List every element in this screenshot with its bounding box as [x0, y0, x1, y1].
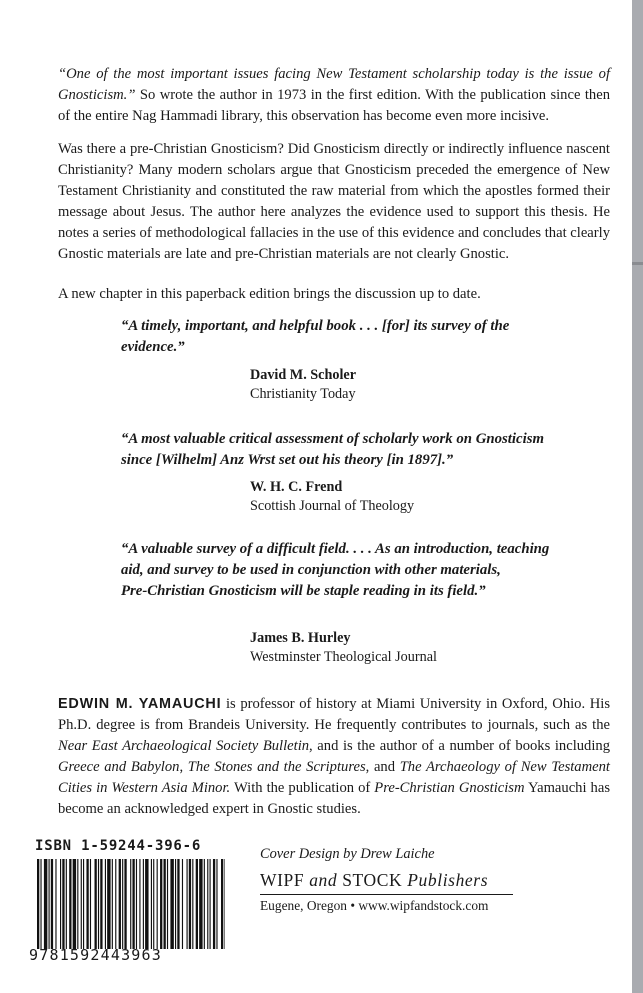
barcode-bar [81, 859, 82, 949]
barcode-bar [44, 859, 47, 949]
barcode-bar [90, 859, 91, 949]
barcode-bar [213, 859, 215, 949]
barcode-bar [182, 859, 183, 949]
barcode-bar [77, 859, 78, 949]
barcode-bar [204, 859, 205, 949]
publisher-credits [260, 844, 560, 916]
barcode-bar [157, 859, 158, 949]
summary-paragraph: Was there a pre-Christian Gnosticism? Did Gnosticism directly or indirectly influence nascent Christianity? Many modern scholars argue that Gnosticism preceded the emergence of New Testament Christianity and constituted the raw material from which the apostles formed their message about Jesus. The author here analyzes the evidence used to support this thesis. He notes a series of methodological fallacies in the use of this evidence and concludes that clearly Gnostic materials are late and pre-Christian materials are not clearly Gnostic. [58, 141, 610, 262]
barcode-bar [207, 859, 208, 949]
barcode-bar [192, 859, 193, 949]
bio-title: The Archaeology of New Testament Cities in Western Asia Minor. [58, 759, 610, 796]
barcode-bar [115, 859, 116, 949]
bio-title: The Stones and the Scriptures [187, 759, 366, 775]
barcode-bar [73, 859, 76, 949]
endorser-source: Christianity Today [250, 386, 356, 402]
barcode-bar [95, 859, 97, 949]
barcode-bar [86, 859, 88, 949]
barcode-bar [60, 859, 61, 949]
endorsement-attribution [250, 629, 437, 667]
bio-text: , and [365, 759, 400, 775]
barcode-bar [177, 859, 179, 949]
publisher-word: and [304, 870, 343, 890]
new-chapter-note: A new chapter in this paperback edition brings the discussion up to date. [58, 286, 481, 302]
bio-title: Near East Archaeological Society Bulletin [58, 738, 310, 754]
barcode-bar [167, 859, 168, 949]
barcode-bar [62, 859, 64, 949]
barcode-bar [107, 859, 110, 949]
intro-paragraph [58, 64, 610, 127]
barcode-bar [221, 859, 223, 949]
isbn-label: ISBN 1-59244-396-6 [35, 838, 202, 854]
publisher-word: WIPF [260, 870, 305, 890]
barcode-bar [160, 859, 162, 949]
barcode-bar [66, 859, 67, 949]
barcode-bar [145, 859, 148, 949]
barcode-bar [83, 859, 84, 949]
barcode-bar [196, 859, 198, 949]
endorser-name: James B. Hurley [250, 630, 351, 646]
barcode-bar [69, 859, 71, 949]
barcode-bar [37, 859, 39, 949]
barcode-bar [119, 859, 121, 949]
barcode-bar [175, 859, 176, 949]
barcode-bar [132, 859, 134, 949]
barcode-bar [136, 859, 137, 949]
spine-edge [632, 0, 643, 993]
barcode-bar [124, 859, 126, 949]
ean-number: 9781592443963 [29, 946, 162, 964]
endorser-source: Scottish Journal of Theology [250, 498, 415, 514]
barcode-bar [40, 859, 41, 949]
endorsement-quote: “A timely, important, and helpful book . . . [for] its survey of the evidence.” [121, 318, 510, 355]
barcode-bar [143, 859, 144, 949]
endorser-name: David M. Scholer [250, 367, 357, 383]
bio-text: is professor of history at Miami University in Oxford, Ohio. His Ph.D. degree is from Brandeis University. He frequently contributes to journals, such as the [58, 696, 610, 733]
barcode-bar [153, 859, 154, 949]
barcode-bars [37, 859, 225, 949]
cover-design-credit: Cover Design by Drew Laiche [260, 846, 435, 862]
endorsement-quote [121, 539, 571, 602]
endorsement-quote-line: Pre-Christian Gnosticism will be staple reading in its field.” [121, 583, 486, 599]
intro-quote: “One of the most important issues facing New Testament scholarship today is the issue of Gnosticism.” [58, 66, 610, 103]
barcode-bar [122, 859, 123, 949]
author-bio [58, 694, 610, 820]
isbn-barcode [29, 838, 227, 968]
barcode-bar [187, 859, 188, 949]
endorsement-attribution [250, 478, 414, 516]
endorsement-quote-line: “A valuable survey of a difficult field. . . . As an introduction, teaching aid, and survey to be used in conjunction with other materials, [121, 541, 550, 578]
endorser-name: W. H. C. Frend [250, 479, 343, 495]
bio-title: Pre-Christian Gnosticism [374, 780, 525, 796]
endorser-source: Westminster Theological Journal [250, 649, 437, 665]
barcode-bar [139, 859, 140, 949]
barcode-bar [112, 859, 113, 949]
barcode-bar [224, 859, 225, 949]
intro-rest: So wrote the author in 1973 in the first edition. With the publication since then of the entire Nag Hammadi library, this observation has become even more incisive. [58, 87, 610, 124]
publisher-rule [260, 894, 513, 895]
publisher-word: Publishers [402, 870, 489, 890]
author-name: EDWIN M. YAMAUCHI [58, 696, 222, 712]
barcode-bar [55, 859, 56, 949]
bio-text: , and is the author of a number of books including [309, 738, 610, 754]
barcode-bar [130, 859, 131, 949]
bio-text: , [179, 759, 188, 775]
barcode-bar [164, 859, 166, 949]
bio-text: Yamauchi has become an acknowledged expert in Gnostic studies. [58, 780, 611, 817]
barcode-bar [49, 859, 50, 949]
publisher-name [260, 867, 560, 893]
endorsement-quote: “A most valuable critical assessment of scholarly work on Gnosticism since [Wilhelm] Anz Wrst set out his theory [in 1897].” [121, 431, 544, 468]
publisher-location: Eugene, Oregon • www.wipfandstock.com [260, 898, 489, 913]
barcode-bar [105, 859, 106, 949]
endorsement-attribution [250, 366, 356, 404]
barcode-bar [51, 859, 53, 949]
spine-marker [632, 262, 643, 265]
barcode-bar [189, 859, 191, 949]
barcode-bar [199, 859, 202, 949]
barcode-bar [98, 859, 99, 949]
bio-text: With the publication of [230, 780, 375, 796]
barcode-bar [170, 859, 173, 949]
barcode-bar [151, 859, 152, 949]
barcode-bar [210, 859, 211, 949]
barcode-bar [100, 859, 102, 949]
bio-title: Greece and Babylon [58, 759, 180, 775]
publisher-word: STOCK [342, 870, 403, 890]
barcode-bar [216, 859, 217, 949]
